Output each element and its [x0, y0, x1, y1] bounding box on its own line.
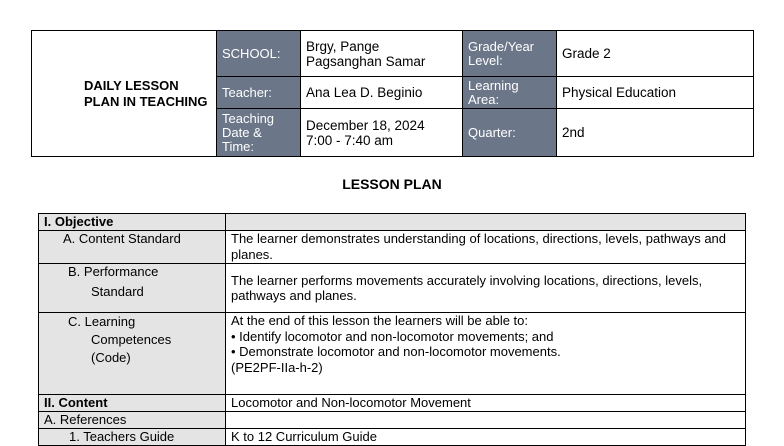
competences-item-2: • Demonstrate locomotor and non-locomotor movements.: [231, 344, 561, 359]
teachers-guide-label: 1. Teachers Guide: [39, 429, 226, 446]
content-heading: II. Content: [39, 395, 226, 412]
teachers-guide-text: K to 12 Curriculum Guide: [226, 429, 746, 446]
learning-competences-label: [39, 313, 226, 395]
references-heading: A. References: [39, 412, 226, 429]
performance-label-line1: B. Performance: [68, 264, 159, 279]
lesson-plan-title: LESSON PLAN: [342, 176, 442, 192]
time-value: 7:00 - 7:40 am: [306, 132, 394, 148]
competences-code: (PE2PF-IIa-h-2): [231, 359, 323, 375]
learning-area-label: Learning Area:: [463, 77, 557, 109]
school-label: SCHOOL:: [217, 31, 301, 77]
content-text: Locomotor and Non-locomotor Movement: [226, 395, 746, 412]
grade-value: Grade 2: [557, 31, 754, 77]
lesson-plan-table: [38, 213, 746, 446]
performance-standard-text: The learner performs movements accurately involving locations, directions, levels, pathways and planes.: [226, 264, 746, 313]
performance-label-line2: Standard: [91, 283, 144, 299]
objective-heading: I. Objective: [39, 214, 226, 231]
content-standard-label: A. Content Standard: [39, 231, 226, 264]
content-standard-text: The learner demonstrates understanding of locations, directions, levels, pathways and planes.: [226, 231, 746, 264]
learning-competences-text: [226, 313, 746, 395]
teacher-label: Teacher:: [217, 77, 301, 109]
quarter-label: Quarter:: [463, 109, 557, 157]
competences-label-line3: (Code): [91, 350, 131, 365]
teacher-value: Ana Lea D. Beginio: [301, 77, 463, 109]
learning-area-value: Physical Education: [557, 77, 754, 109]
competences-intro: At the end of this lesson the learners will be able to:: [231, 313, 529, 328]
document-title: DAILY LESSON PLAN IN TEACHING: [32, 31, 217, 157]
school-value: Brgy, Pange Pagsanghan Samar: [301, 31, 463, 77]
date-value: December 18, 2024: [306, 117, 425, 133]
quarter-value: 2nd: [557, 109, 754, 157]
references-blank: [226, 412, 746, 429]
header-table: [31, 30, 754, 157]
teaching-date-label: Teaching Date & Time:: [217, 109, 301, 157]
performance-standard-label: [39, 264, 226, 313]
competences-item-1: • Identify locomotor and non-locomotor movements; and: [231, 328, 554, 344]
competences-label-line1: C. Learning: [68, 314, 136, 329]
grade-label: Grade/Year Level:: [463, 31, 557, 77]
competences-label-line2: Competences: [91, 332, 172, 347]
teaching-date-value: [301, 109, 463, 157]
objective-blank: [226, 214, 746, 231]
